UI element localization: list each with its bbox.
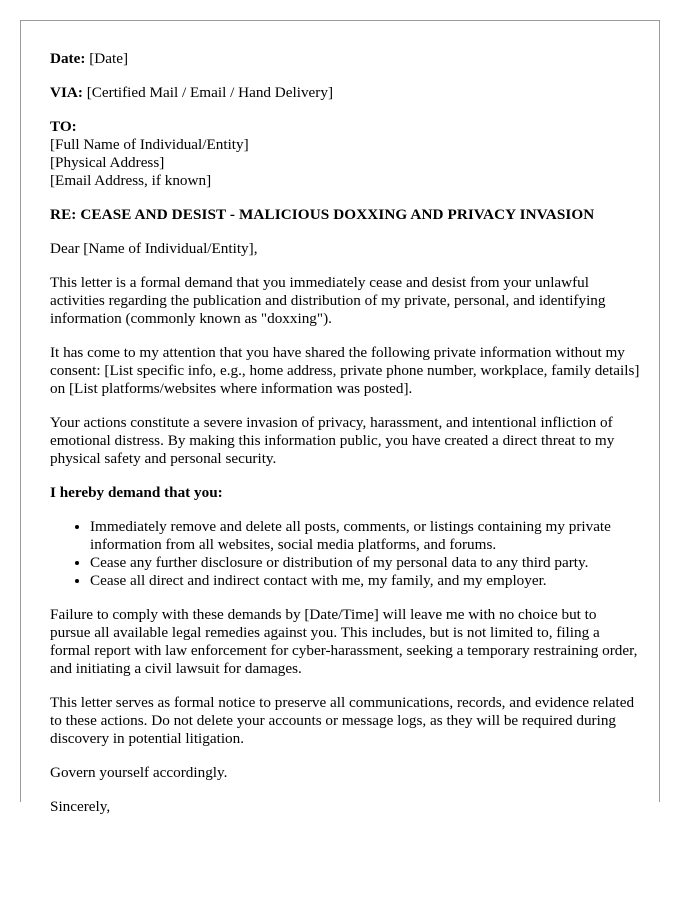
letter-content bbox=[50, 50, 640, 832]
subject-line: RE: CEASE AND DESIST - MALICIOUS DOXXING AND PRIVACY INVASION bbox=[50, 206, 595, 223]
demand-heading: I hereby demand that you: bbox=[50, 484, 223, 501]
body-paragraph-preservation: This letter serves as formal notice to preserve all communications, records, and evidence related to these actions. Do not delete your accounts or message logs, as they will be required during discovery in potential litigation. bbox=[50, 694, 635, 747]
body-paragraph-info-shared: It has come to my attention that you have shared the following private information without my consent: [List specific info, e.g., home address, private phone number, workplace, family details] on [List platforms/websites where information was posted]. bbox=[50, 344, 640, 397]
body-paragraph-govern: Govern yourself accordingly. bbox=[50, 764, 228, 781]
recipient-name: [Full Name of Individual/Entity] bbox=[50, 136, 249, 153]
body-paragraph-harm: Your actions constitute a severe invasion of privacy, harassment, and intentional infliction of emotional distress. By making this information public, you have created a direct threat to my physical safety and personal security. bbox=[50, 414, 615, 467]
date-label: Date: bbox=[50, 50, 86, 67]
via-label: VIA: bbox=[50, 84, 83, 101]
recipient-email: [Email Address, if known] bbox=[50, 172, 212, 189]
recipient-address: [Physical Address] bbox=[50, 154, 165, 171]
demand-item: • Cease all direct and indirect contact with me, my family, and my employer. bbox=[90, 572, 640, 590]
date-line bbox=[50, 50, 640, 68]
letter-page bbox=[20, 20, 660, 815]
demand-list bbox=[50, 518, 640, 590]
salutation: Dear [Name of Individual/Entity], bbox=[50, 240, 258, 257]
body-paragraph-demand: This letter is a formal demand that you immediately cease and desist from your unlawful activities regarding the publication and distribution of my private, personal, and identifying information (commonly known as "doxxing"). bbox=[50, 274, 606, 327]
recipient-block bbox=[50, 118, 640, 190]
to-label: TO: bbox=[50, 118, 77, 135]
signoff: Sincerely, bbox=[50, 798, 111, 815]
body-paragraph-consequences: Failure to comply with these demands by [Date/Time] will leave me with no choice but to pursue all available legal remedies against you. This includes, but is not limited to, filing a formal report with law enforcement for cyber-harassment, seeking a temporary restraining order, and initiating a civil lawsuit for damages. bbox=[50, 606, 638, 677]
demand-item: • Immediately remove and delete all posts, comments, or listings containing my private information from all websites, social media platforms, and forums. bbox=[90, 518, 640, 554]
via-line bbox=[50, 84, 640, 102]
demand-item: • Cease any further disclosure or distribution of my personal data to any third party. bbox=[90, 554, 640, 572]
date-value: [Date] bbox=[89, 50, 129, 67]
via-value: [Certified Mail / Email / Hand Delivery] bbox=[86, 84, 334, 101]
